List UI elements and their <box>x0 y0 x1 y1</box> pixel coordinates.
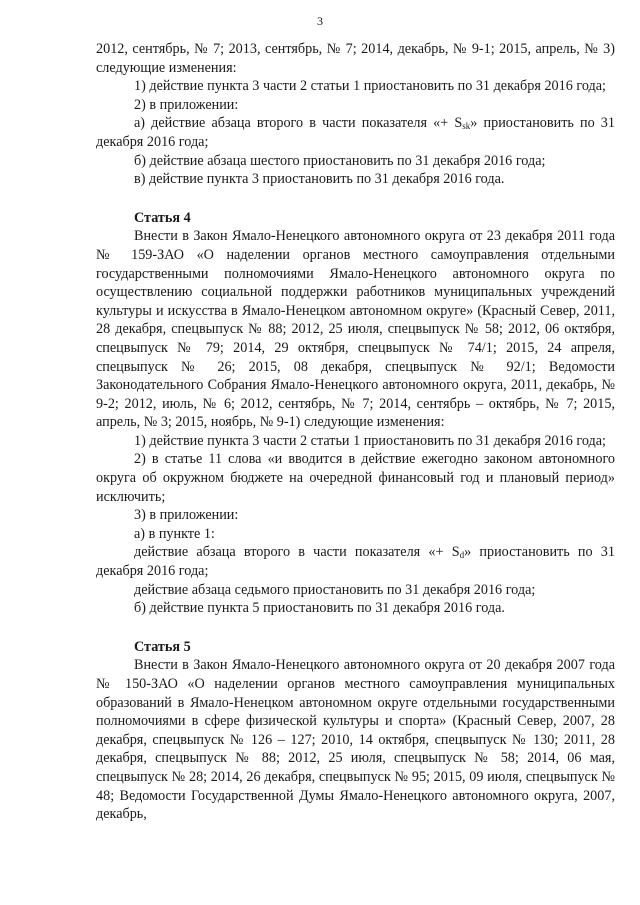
article-heading: Статья 4 <box>134 209 191 226</box>
paragraph: б) действие абзаца шестого приостановить по 31 декабря 2016 года; <box>134 152 546 169</box>
text-span: » приостановить по 31 декабря 2016 года; <box>96 544 615 580</box>
text-span: » приостановить по 31 декабря 2016 года; <box>96 115 615 150</box>
paragraph: Внести в Закон Ямало-Ненецкого автономного округа от 20 декабря 2007 года № 150-ЗАО «О наделении органов местного самоуправления муниципальных образований в Ямало-Ненецком автономном округе отдельными государственными полномочиями в сфере физической культуры и спорта» (Красный Север, 2007, 28 декабря, спецвыпуск № 126 – 127; 2010, 14 октября, спецвыпуск № 130; 2011, 28 декабря, спецвыпуск № 88; 2012, 25 июля, спецвыпуск № 58; 2014, 06 мая, спецвыпуск № 28; 2014, 26 декабря, спецвыпуск № 95; 2015, 09 июля, спецвыпуск № 48; Ведомости Государственной Думы Ямало-Ненецкого автономного округа, 2007, декабрь, <box>96 657 615 823</box>
paragraph: 2) в приложении: <box>134 96 239 113</box>
paragraph <box>96 114 615 151</box>
paragraph: Внести в Закон Ямало-Ненецкого автономного округа от 23 декабря 2011 года № 159-ЗАО «О наделении органов местного самоуправления отдельными государственными полномочиями Ямало-Ненецкого автономного округа по осуществлению социальной поддержки работников муниципальных учреждений культуры и искусства в Ямало-Ненецком автономном округе» (Красный Север, 2011, 28 декабря, спецвыпуск № 88; 2012, 25 июля, спецвыпуск № 58; 2012, 06 октября, спецвыпуск № 79; 2014, 29 октября, спецвыпуск № 74/1; 2015, 24 апреля, спецвыпуск № 26; 2015, 08 декабря, спецвыпуск № 92/1; Ведомости Законодательного Собрания Ямало-Ненецкого автономного округа, 2011, декабрь, № 9-2; 2012, июль, № 6; 2012, сентябрь, № 7; 2014, сентябрь – октябрь, № 7; 2015, апрель, № 3; 2015, ноябрь, № 9-1) следующие изменения: <box>96 228 615 431</box>
paragraph-spacer <box>96 618 615 638</box>
paragraph: в) действие пункта 3 приостановить по 31 декабря 2016 года. <box>134 171 505 188</box>
text-span: действие абзаца второго в части показателя «+ S <box>134 544 460 561</box>
paragraph: 3) в приложении: <box>134 507 239 524</box>
paragraph: а) в пункте 1: <box>134 525 215 542</box>
paragraph: б) действие пункта 5 приостановить по 31 декабря 2016 года. <box>134 600 505 617</box>
paragraph: 1) действие пункта 3 части 2 статьи 1 приостановить по 31 декабря 2016 года; <box>134 432 606 449</box>
paragraph-spacer <box>96 189 615 209</box>
text-span: а) действие абзаца второго в части показателя «+ S <box>134 115 463 132</box>
paragraph: 1) действие пункта 3 части 2 статьи 1 приостановить по 31 декабря 2016 года; <box>134 78 606 95</box>
subscript: sk <box>462 121 471 132</box>
paragraph <box>96 543 615 580</box>
document-body <box>96 40 615 824</box>
paragraph: 2012, сентябрь, № 7; 2013, сентябрь, № 7; 2014, декабрь, № 9-1; 2015, апрель, № 3) следующие изменения: <box>96 41 615 76</box>
article-heading: Статья 5 <box>134 638 191 655</box>
paragraph: 2) в статье 11 слова «и вводится в действие ежегодно законом автономного округа об окружном бюджете на очередной финансовый год и плановый период» исключить; <box>96 451 615 505</box>
paragraph: действие абзаца седьмого приостановить по 31 декабря 2016 года; <box>134 581 536 598</box>
page-number: 3 <box>317 14 323 28</box>
subscript: d <box>459 550 465 561</box>
